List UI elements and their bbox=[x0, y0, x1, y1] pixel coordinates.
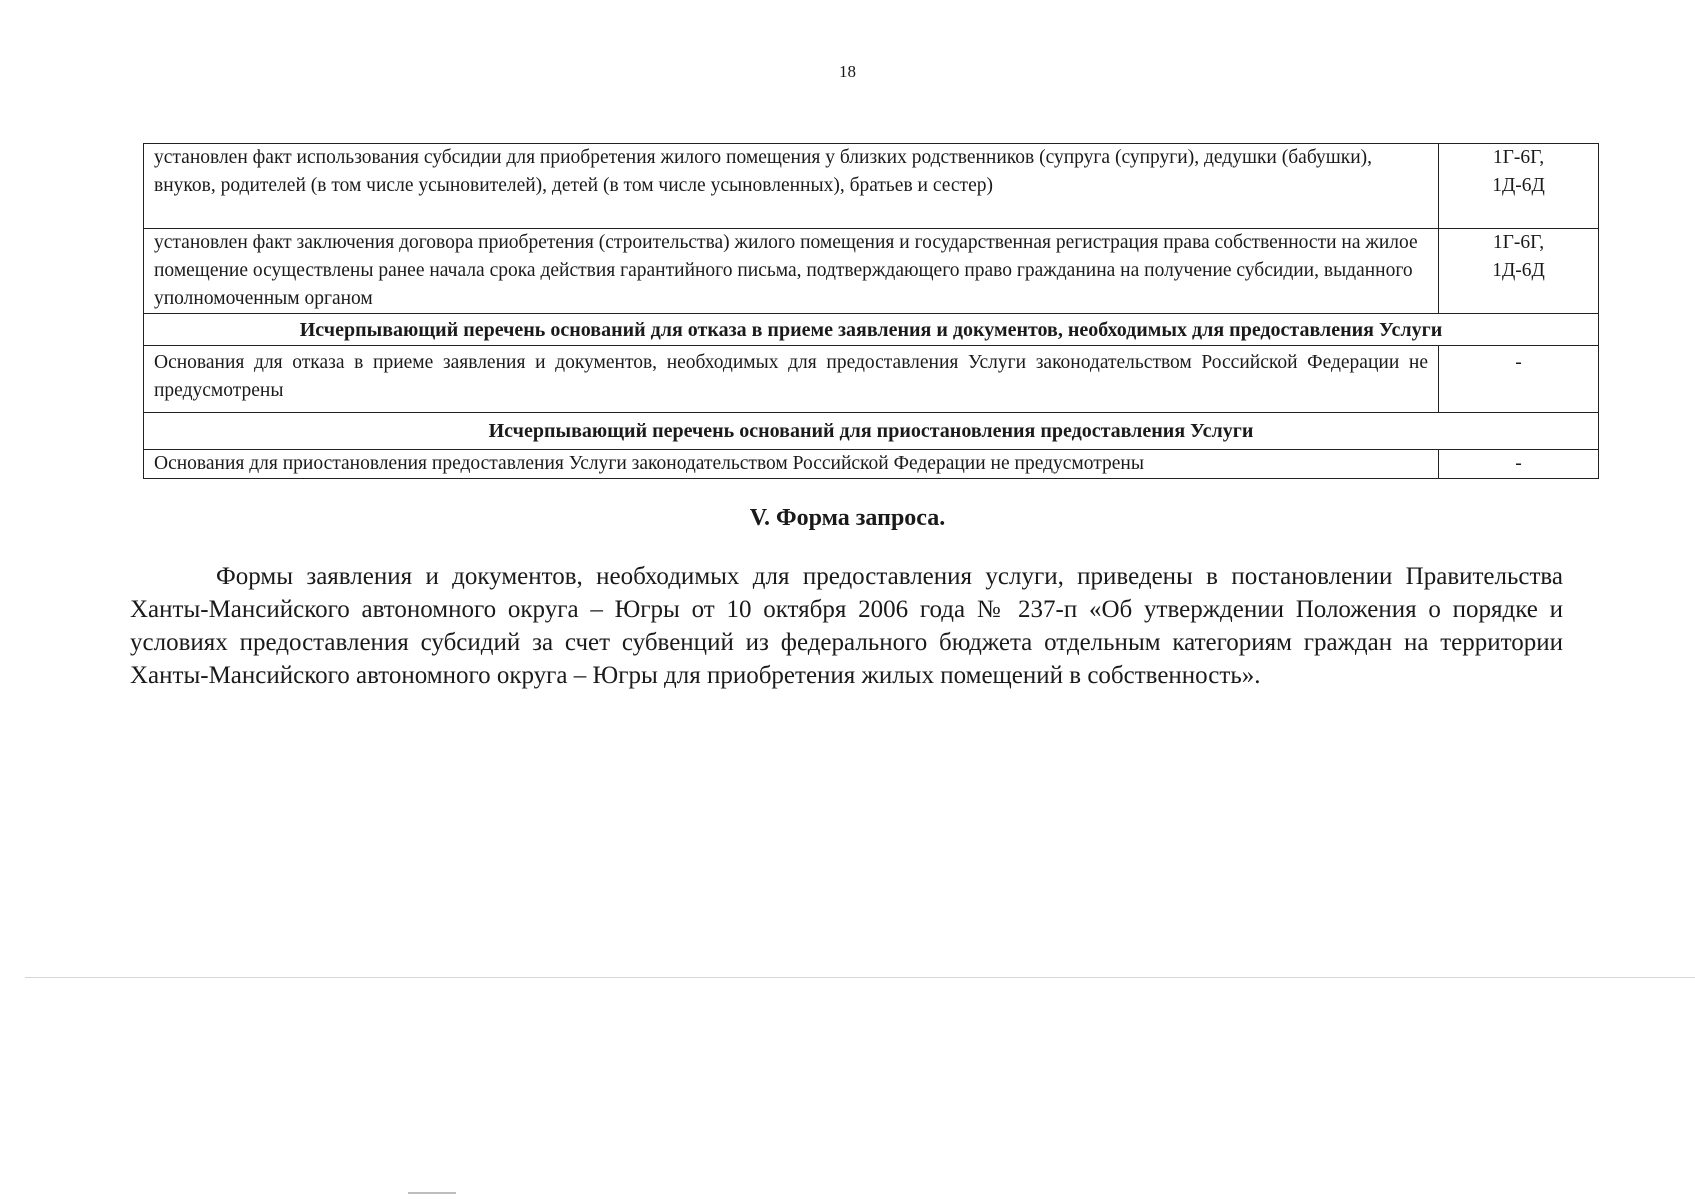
suspension-heading: Исчерпывающий перечень оснований для приостановления предоставления Услуги bbox=[144, 413, 1599, 450]
table-row bbox=[144, 229, 1599, 314]
table-heading-row bbox=[144, 314, 1599, 346]
table-row bbox=[144, 346, 1599, 413]
table-row bbox=[144, 144, 1599, 229]
table-heading-row bbox=[144, 413, 1599, 450]
grounds-table bbox=[143, 143, 1599, 479]
page-divider bbox=[25, 977, 1695, 978]
refusal-heading: Исчерпывающий перечень оснований для отказа в приеме заявления и документов, необходимых для предоставления Услуги bbox=[144, 314, 1599, 346]
page-number: 18 bbox=[839, 62, 856, 81]
row-code bbox=[1439, 144, 1599, 229]
row-code-line2: 1Д-6Д bbox=[1492, 260, 1545, 281]
section-body: Формы заявления и документов, необходимых для предоставления услуги, приведены в постановлении Правительства Ханты-Мансийского автономного округа – Югры от 10 октября 2006 года № 237-п «Об утверждении Положения о порядке и условиях предоставления субсидий за счет субвенций из федерального бюджета отдельным категориям граждан на территории Ханты-Мансийского автономного округа – Югры для приобретения жилых помещений в собственность». bbox=[130, 563, 1563, 689]
suspension-code: - bbox=[1439, 450, 1599, 479]
suspension-text: Основания для приостановления предоставления Услуги законодательством Российской Федерации не предусмотрены bbox=[144, 450, 1439, 479]
row-code-line1: 1Г-6Г, bbox=[1492, 147, 1545, 168]
row-code-line2: 1Д-6Д bbox=[1492, 175, 1545, 196]
refusal-text: Основания для отказа в приеме заявления и документов, необходимых для предоставления Услуги законодательством Российской Федерации не предусмотрены bbox=[144, 346, 1439, 413]
row-code-line1: 1Г-6Г, bbox=[1492, 232, 1545, 253]
refusal-code: - bbox=[1439, 346, 1599, 413]
row-code bbox=[1439, 229, 1599, 314]
footer-mark bbox=[408, 1192, 456, 1194]
row-text: установлен факт использования субсидии для приобретения жилого помещения у близких родственников (супруга (супруги), дедушки (бабушки), внуков, родителей (в том числе усыновителей), детей (в том числе усыновленных), братьев и сестер) bbox=[144, 144, 1439, 229]
row-text: установлен факт заключения договора приобретения (строительства) жилого помещения и государственная регистрация права собственности на жилое помещение осуществлены ранее начала срока действия гарантийного письма, подтверждающего право гражданина на получение субсидии, выданного уполномоченным органом bbox=[144, 229, 1439, 314]
table-row bbox=[144, 450, 1599, 479]
section-title: V. Форма запроса. bbox=[749, 505, 946, 531]
